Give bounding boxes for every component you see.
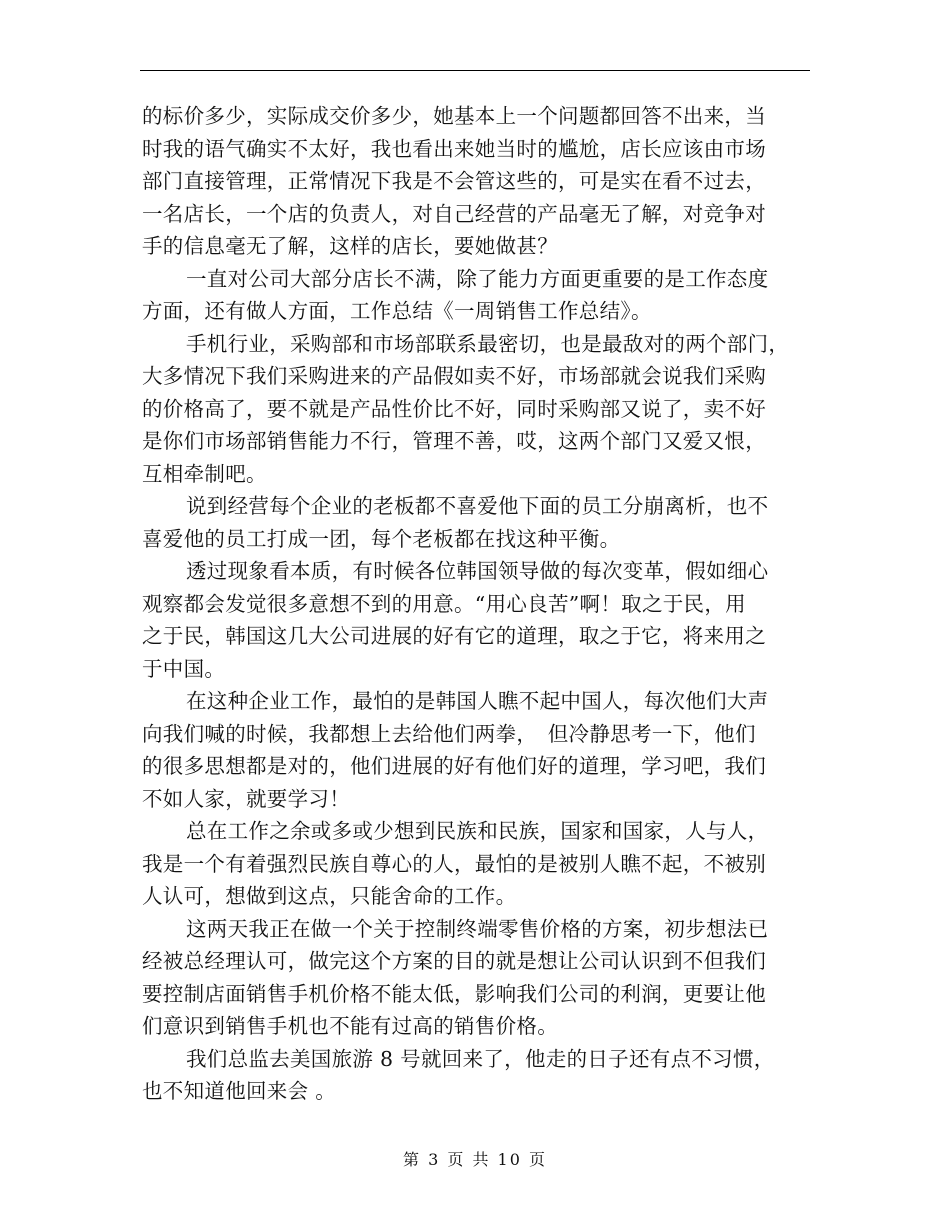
text-line: 手机行业，采购部和市场部联系最密切，也是最敌对的两个部门， (186, 331, 790, 356)
body-text (142, 100, 812, 1108)
text-line: 方面，还有做人方面，工作总结《一周销售工作总结》。 (142, 299, 652, 323)
text-line: 也不知道他回来会 。 (142, 1079, 337, 1103)
text-line: 互相牵制吧。 (142, 461, 267, 486)
text-line: 经被总经理认可，做完这个方案的目的就是想让公司认识到不但我们 (142, 949, 766, 973)
text-line: 我是一个有着强烈民族自尊心的人，最怕的是被别人瞧不起，不被别 (142, 851, 766, 876)
text-line: 我们总监去美国旅游 8 号就回来了，他走的日子还有点不习惯， (186, 1046, 775, 1071)
text-line: 透过现象看本质，有时候各位韩国领导做的每次变革，假如细心 (186, 559, 769, 583)
text-line: 不如人家，就要学习！ (142, 786, 350, 811)
text-line: 人认可，想做到这点，只能舍命的工作。 (142, 884, 517, 908)
text-line: 说到经营每个企业的老板都不喜爱他下面的员工分崩离析，也不 (186, 494, 769, 518)
text-line: 的很多思想都是对的，他们进展的好有他们好的道理，学习吧，我们 (142, 754, 766, 778)
text-line: 手的信息毫无了解，这样的店长，要她做甚？ (142, 234, 558, 258)
text-line: 这两天我正在做一个关于控制终端零售价格的方案，初步想法已 (186, 916, 769, 941)
text-line: 时我的语气确实不太好，我也看出来她当时的尴尬，店长应该由市场 (142, 136, 766, 161)
text-line: 是你们市场部销售能力不行，管理不善，哎，这两个部门又爱又恨， (142, 429, 766, 453)
text-line: 于中国。 (142, 656, 226, 681)
text-line: 总在工作之余或多或少想到民族和民族，国家和国家，人与人， (186, 819, 769, 843)
text-line: 一直对公司大部分店长不满，除了能力方面更重要的是工作态度 (186, 266, 769, 291)
text-line: 们意识到销售手机也不能有过高的销售价格。 (142, 1014, 558, 1038)
page-number-footer: 第 3 页 共 10 页 (403, 1150, 547, 1169)
text-line: 要控制店面销售手机价格不能太低，影响我们公司的利润，更要让他 (142, 981, 766, 1006)
text-line: 之于民，韩国这几大公司进展的好有它的道理，取之于它，将来用之 (142, 624, 766, 648)
text-line: 在这种企业工作，最怕的是韩国人瞧不起中国人，每次他们大声 (186, 689, 769, 713)
text-line: 向我们喊的时候，我都想上去给他们两拳， 但冷静思考一下，他们 (142, 721, 756, 746)
text-line: 喜爱他的员工打成一团，每个老板都在找这种平衡。 (142, 526, 621, 551)
text-line: 的价格高了，要不就是产品性价比不好，同时采购部又说了，卖不好 (142, 396, 766, 421)
text-line: 一名店长，一个店的负责人，对自己经营的产品毫无了解，对竞争对 (142, 201, 766, 226)
text-line: 大多情况下我们采购进来的产品假如卖不好，市场部就会说我们采购 (142, 364, 766, 388)
text-line: 的标价多少，实际成交价多少，她基本上一个问题都回答不出来，当 (142, 104, 766, 128)
text-line: 部门直接管理，正常情况下我是不会管这些的，可是实在看不过去， (142, 169, 766, 193)
text-line: 观察都会发觉很多意想不到的用意。“用心良苦”啊！取之于民，用 (142, 591, 746, 616)
header-rule (140, 70, 810, 71)
